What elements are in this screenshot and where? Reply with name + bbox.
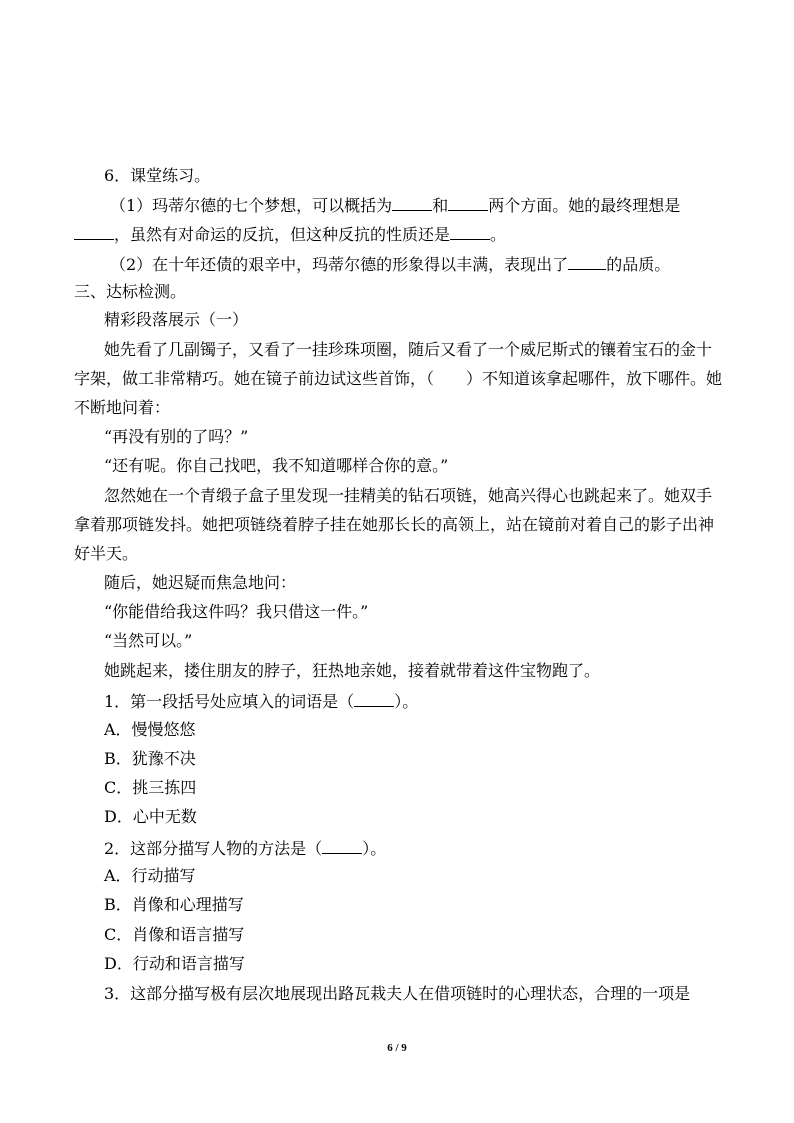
- fill-blank[interactable]: [568, 253, 606, 270]
- passage-paragraph-2-line-2: 拿着那项链发抖。她把项链绕着脖子挂在她那长长的高领上，站在镜前对着自己的影子出神: [74, 515, 715, 534]
- question-1: 1．第一段括号处应填入的词语是（ ）。: [104, 692, 419, 711]
- question-1-option-b: B．犹豫不决: [104, 749, 196, 768]
- passage-paragraph-4: 她跳起来，搂住朋友的脖子，狂热地亲她，接着就带着这件宝物跑了。: [104, 661, 601, 680]
- practice-heading: 6．课堂练习。: [104, 166, 211, 185]
- passage-paragraph-2-line-3: 好半天。: [74, 544, 139, 563]
- passage-quote: “你能借给我这件吗？我只借这一件。”: [104, 602, 369, 621]
- answer-blank[interactable]: [322, 837, 362, 854]
- passage-paragraph-2-line-1: 忽然她在一个青缎子盒子里发现一挂精美的钻石项链，她高兴得心也跳起来了。她双手: [104, 486, 713, 505]
- passage-quote: “还有呢。你自己找吧，我不知道哪样合你的意。”: [104, 456, 449, 475]
- question-2-option-d: D．行动和语言描写: [104, 954, 245, 973]
- practice-question-1-line-2: ，虽然有对命运的反抗，但这种反抗的性质还是 。: [74, 223, 794, 243]
- fill-blank[interactable]: [392, 194, 432, 211]
- section-heading: 三、达标检测。: [74, 282, 187, 301]
- fill-blank[interactable]: [448, 194, 488, 211]
- practice-question-1-line-1: （1）玛蒂尔德的七个梦想，可以概括为 和 两个方面。她的最终理想是: [110, 196, 681, 215]
- passage-quote: “当然可以。”: [104, 631, 193, 650]
- page-number: 6 / 9: [387, 1042, 407, 1054]
- question-1-option-d: D．心中无数: [104, 807, 197, 826]
- question-2-option-b: B．肖像和心理描写: [104, 895, 244, 914]
- question-1-option-a: A．慢慢悠悠: [104, 720, 196, 739]
- passage-quote: “再没有别的了吗？”: [104, 427, 249, 446]
- passage-paragraph-1-line-3: 不断地问着：: [74, 398, 171, 417]
- passage-subheading: 精彩段落展示（一）: [104, 310, 249, 329]
- answer-blank[interactable]: [354, 690, 394, 707]
- question-2-option-a: A．行动描写: [104, 866, 196, 885]
- question-1-option-c: C．挑三拣四: [104, 778, 197, 797]
- passage-paragraph-3: 随后，她迟疑而焦急地问：: [104, 573, 297, 592]
- question-2: 2．这部分描写人物的方法是（ ）。: [104, 839, 387, 858]
- passage-paragraph-1-line-2: 字架，做工非常精巧。她在镜子前边试这些首饰，（ ）不知道该拿起哪件，放下哪件。她: [74, 369, 723, 388]
- fill-blank[interactable]: [450, 223, 490, 240]
- question-2-option-c: C．肖像和语言描写: [104, 925, 245, 944]
- question-3: 3．这部分描写极有层次地展现出路瓦栽夫人在借项链时的心理状态，合理的一项是: [104, 984, 691, 1003]
- practice-question-2: （2）在十年还债的艰辛中，玛蒂尔德的形象得以丰满，表现出了 的品质。: [110, 255, 671, 274]
- passage-paragraph-1-line-1: 她先看了几副镯子，又看了一挂珍珠项圈，随后又看了一个威尼斯式的镶着宝石的金十: [104, 340, 713, 359]
- fill-blank[interactable]: [74, 223, 114, 240]
